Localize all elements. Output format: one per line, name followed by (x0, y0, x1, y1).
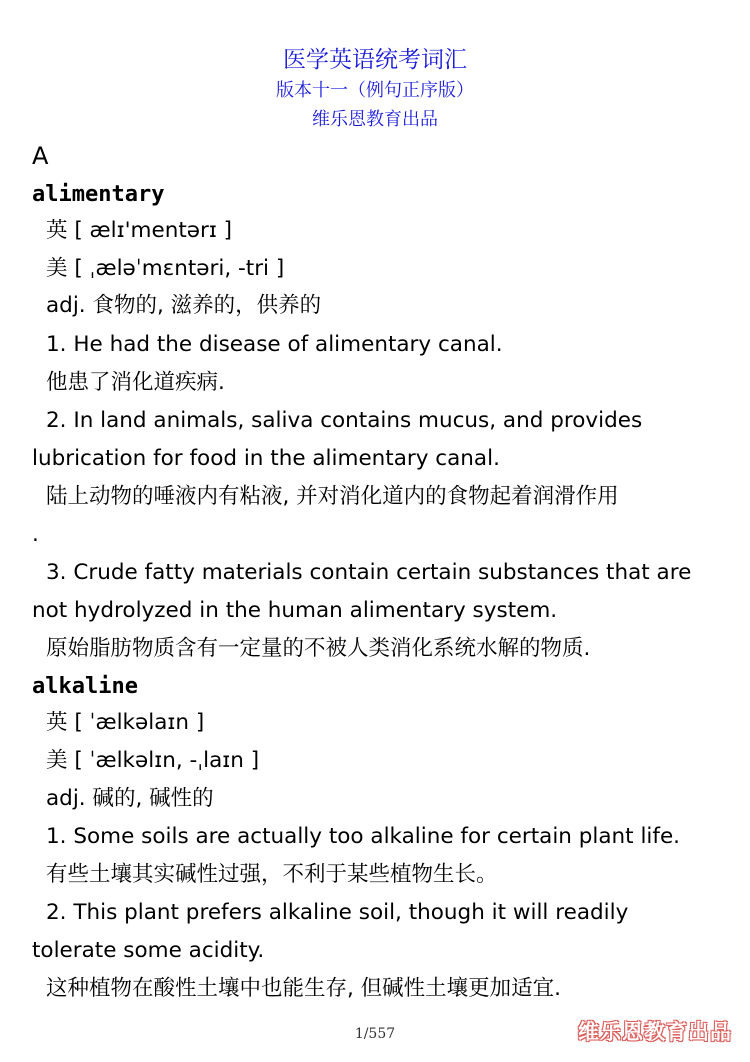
example-sentence-en: 1. Some soils are actually too alkaline for certain plant life. (46, 824, 681, 849)
example-sentence-en-continued: not hydrolyzed in the human alimentary system. (32, 598, 558, 623)
publisher-watermark: 维乐恩教育出品 (578, 1020, 732, 1044)
us-pronunciation: 美 [ ˌæləˈmɛntəri, -tri ] (46, 256, 285, 281)
uk-pronunciation: 英 [ ælɪ'mentərɪ ] (46, 218, 233, 243)
example-sentence-zh: 原始脂肪物质含有一定量的不被人类消化系统水解的物质. (46, 636, 591, 661)
document-subtitle: 版本十一（例句正序版） (276, 80, 474, 101)
section-letter: A (32, 142, 49, 170)
part-of-speech: adj. 食物的, 滋养的，供养的 (46, 293, 322, 318)
example-sentence-zh: 有些土壤其实碱性过强，不利于某些植物生长。 (46, 862, 498, 887)
publisher-line: 维乐恩教育出品 (312, 109, 438, 130)
example-sentence-en: 2. This plant prefers alkaline soil, though it will readily (46, 900, 629, 925)
example-sentence-en: 2. In land animals, saliva contains mucus, and provides (46, 408, 643, 433)
example-sentence-en: 1. He had the disease of alimentary canal. (46, 332, 503, 357)
part-of-speech: adj. 碱的, 碱性的 (46, 786, 214, 811)
page-number: 1/557 (354, 1026, 396, 1042)
document-title: 医学英语统考词汇 (283, 47, 467, 73)
example-sentence-zh: 陆上动物的唾液内有粘液, 并对消化道内的食物起着润滑作用 (46, 484, 619, 509)
example-sentence-zh-continued: . (32, 522, 39, 547)
example-sentence-en-continued: lubrication for food in the alimentary canal. (32, 446, 500, 471)
entry-headword: alkaline (32, 674, 138, 699)
uk-pronunciation: 英 [ ˈælkəlaɪn ] (46, 710, 205, 735)
example-sentence-en-continued: tolerate some acidity. (32, 938, 265, 963)
entry-headword: alimentary (32, 182, 165, 207)
example-sentence-zh: 这种植物在酸性土壤中也能生存, 但碱性土壤更加适宜. (46, 976, 562, 1001)
example-sentence-en: 3. Crude fatty materials contain certain substances that are (46, 560, 692, 585)
us-pronunciation: 美 [ ˈælkəlɪn, -ˌlaɪn ] (46, 748, 260, 773)
example-sentence-zh: 他患了消化道疾病. (46, 370, 225, 395)
